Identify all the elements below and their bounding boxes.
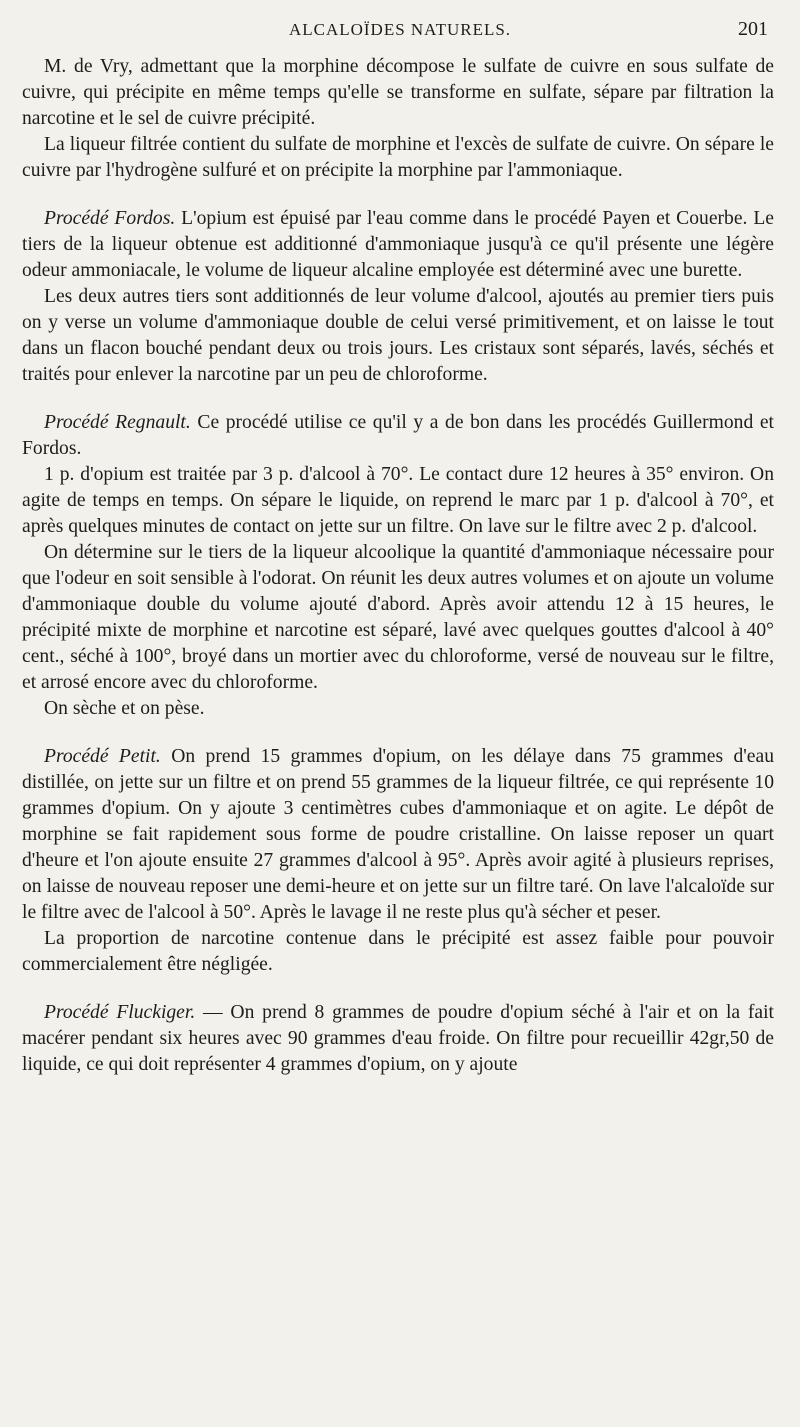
paragraph-de-vry: M. de Vry, admettant que la morphine décompose le sulfate de cuivre en sous sulfate de cuivre, qui précipite en même temps qu'elle se transforme en sulfate, sépare par filtration la narcotine et le sel de cuivre précipité.	[22, 56, 774, 129]
paragraph-procede-fordos: Procédé Fordos. L'opium est épuisé par l'eau comme dans le procédé Payen et Couerbe. Le tiers de la liqueur obtenue est additionné d'ammoniaque jusqu'à ce qu'il présente une légère odeur ammoniacale, le volume de liqueur alcaline employée est déterminé avec une burette.	[22, 208, 774, 281]
paragraph-procede-regnault: Procédé Regnault. Ce procédé utilise ce qu'il y a de bon dans les procédés Guillermond et Fordos.	[22, 412, 774, 459]
page-number: 201	[738, 18, 768, 40]
paragraph-regnault-pesee: On sèche et on pèse.	[44, 698, 205, 719]
running-title: ALCALOÏDES NATURELS.	[288, 20, 512, 39]
section-heading-fluckiger: Procédé Fluckiger.	[44, 1002, 196, 1023]
paragraph-procede-fluckiger: Procédé Fluckiger. — On prend 8 grammes de poudre d'opium séché à l'air et on la fait macérer pendant six heures avec 90 grammes d'eau froide. On filtre pour recueillir 42gr,50 de liquide, ce qui doit représenter 4 grammes d'opium, on y ajoute	[22, 1002, 774, 1075]
paragraph-regnault-ammoniaque: On détermine sur le tiers de la liqueur alcoolique la quantité d'ammoniaque nécessaire pour que l'odeur en soit sensible à l'odorat. On réunit les deux autres volumes et on ajoute un volume d'ammoniaque double du volume ajouté d'abord. Après avoir attendu 12 à 15 heures, le précipité mixte de morphine et narcotine est séparé, lavé avec quelques gouttes d'alcool à 40° cent., séché à 100°, broyé dans un mortier avec du chloroforme, versé de nouveau sur le filtre, et arrosé encore avec du chloroforme.	[22, 542, 774, 693]
paragraph-fordos-suite: Les deux autres tiers sont additionnés de leur volume d'alcool, ajoutés au premier tiers puis on y verse un volume d'ammoniaque double de celui versé primitivement, et on laisse le tout dans un flacon bouché pendant deux ou trois jours. Les cristaux sont séparés, lavés, séchés et traités pour enlever la narcotine par un peu de chloroforme.	[22, 286, 774, 385]
paragraph-regnault-opium: 1 p. d'opium est traitée par 3 p. d'alcool à 70°. Le contact dure 12 heures à 35° environ. On agite de temps en temps. On sépare le liquide, on reprend le marc par 1 p. d'alcool à 70°, et après quelques minutes de contact on jette sur un filtre. On lave sur le filtre avec 2 p. d'alcool.	[22, 464, 774, 537]
paragraph-liqueur-filtree: La liqueur filtrée contient du sulfate de morphine et l'excès de sulfate de cuivre. On sépare le cuivre par l'hydrogène sulfuré et on précipite la morphine par l'ammoniaque.	[22, 134, 774, 181]
body-text	[22, 54, 774, 1078]
section-heading-regnault: Procédé Regnault.	[44, 412, 191, 433]
section-heading-fordos: Procédé Fordos.	[44, 208, 176, 229]
paragraph-petit-narcotine: La proportion de narcotine contenue dans le précipité est assez faible pour pouvoir commercialement être négligée.	[22, 928, 774, 975]
paragraph-procede-petit: Procédé Petit. On prend 15 grammes d'opium, on les délaye dans 75 grammes d'eau distillée, on jette sur un filtre et on prend 55 grammes de la liqueur filtrée, ce qui représente 10 grammes d'opium. On y ajoute 3 centimètres cubes d'ammoniaque et on agite. Le dépôt de morphine se fait rapidement sous forme de poudre cristalline. On laisse reposer un quart d'heure et l'on ajoute ensuite 27 grammes d'alcool à 95°. Après avoir agité à plusieurs reprises, on laisse de nouveau reposer une demi-heure et on jette sur un filtre taré. On lave l'alcaloïde sur le filtre avec de l'alcool à 50°. Après le lavage il ne reste plus qu'à sécher et peser.	[22, 746, 774, 923]
page-header	[0, 16, 800, 46]
section-heading-petit: Procédé Petit.	[44, 746, 161, 767]
